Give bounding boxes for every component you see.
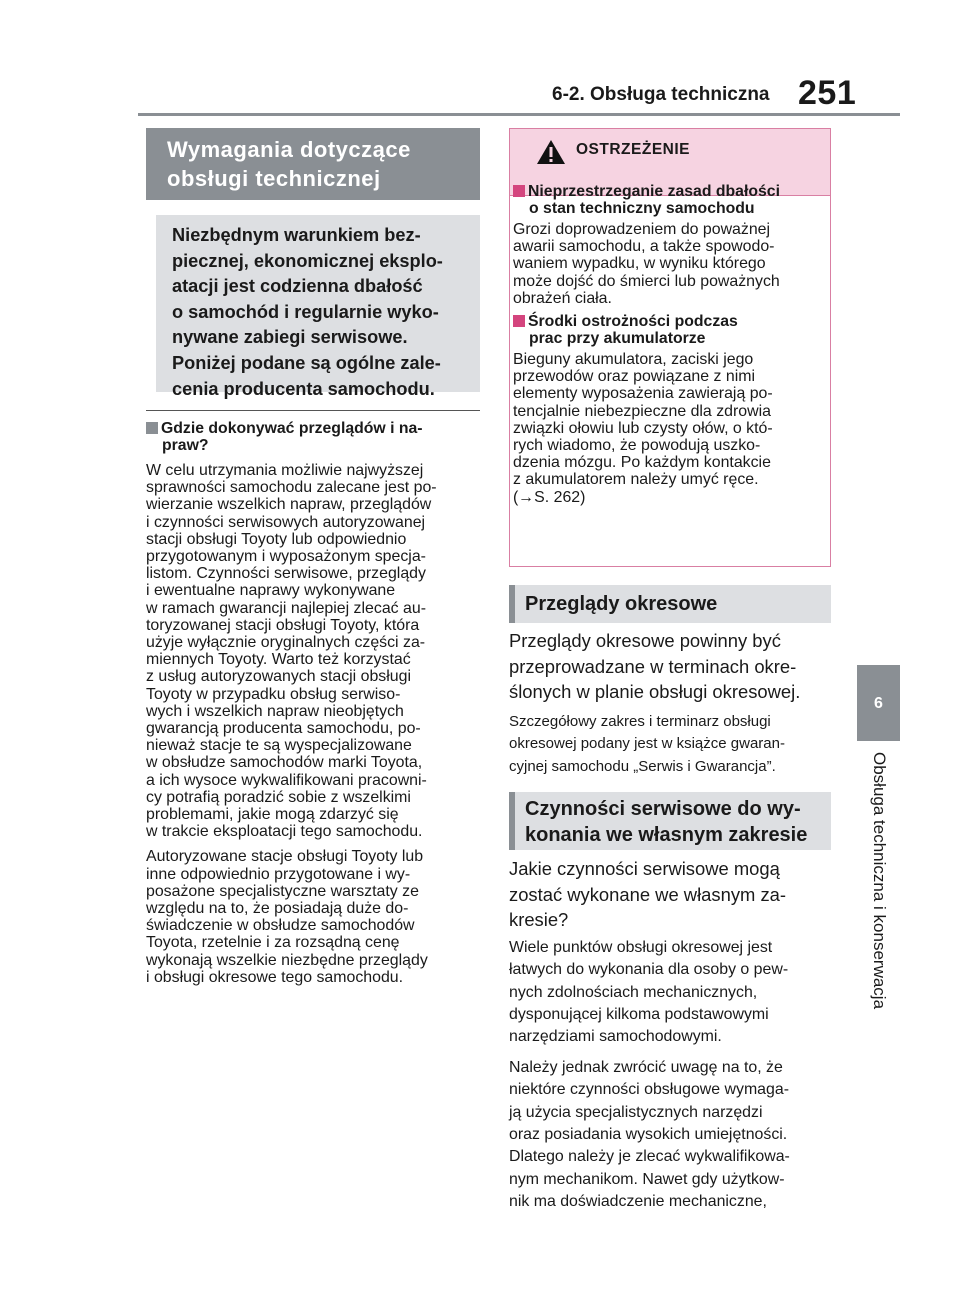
intro-line: cenia producenta samochodu. bbox=[172, 378, 435, 399]
text-line: wykonają wszelkie niezbędne przeglądy bbox=[146, 951, 428, 969]
warning-title: OSTRZEŻENIE bbox=[576, 141, 691, 158]
subheading-line: o stan techniczny samochodu bbox=[529, 200, 755, 217]
text-line: Jakie czynności serwisowe mogą bbox=[509, 858, 780, 879]
text-line: i ewentualne naprawy wykonywane bbox=[146, 582, 396, 600]
text-line: W celu utrzymania możliwie najwyższej bbox=[146, 462, 424, 479]
text-line: kresie? bbox=[509, 909, 569, 931]
text-line: w ramach gwarancji najlepiej zlecać au- bbox=[146, 599, 426, 617]
text-line: cy potrafią poradzić sobie z wszelkimi bbox=[146, 788, 411, 806]
subheading-line: Gdzie dokonywać przeglądów i na- bbox=[161, 420, 423, 437]
text-line: sprawności samochodu zalecane jest po- bbox=[146, 479, 437, 497]
warning-subheading bbox=[513, 313, 818, 347]
text-line: przeprowadzane w terminach okre- bbox=[509, 655, 797, 677]
heading-line: Wymagania dotyczące bbox=[167, 137, 411, 162]
section-heading-periodic: Przeglądy okresowe bbox=[509, 585, 831, 623]
paragraph bbox=[513, 221, 818, 307]
text-line: gwarancją producenta samochodu, po- bbox=[146, 720, 421, 738]
intro-line: Niezbędnym warunkiem bez- bbox=[172, 225, 421, 245]
page-reference-link[interactable]: (→S. 262) bbox=[513, 488, 586, 506]
text-line: posażone specjalistyczne warsztaty ze bbox=[146, 882, 419, 900]
text-line: toryzowanej stacji obsługi Toyoty, która bbox=[146, 616, 420, 634]
square-bullet-icon bbox=[146, 422, 158, 434]
text-line: świadczenie w obsłudze samochodów bbox=[146, 917, 415, 935]
text-line: Toyoty w przypadku obsług serwiso- bbox=[146, 685, 401, 703]
subheading-where-service bbox=[146, 420, 480, 454]
text-line: związki ołowiu lub czysty ołów, o któ- bbox=[513, 419, 773, 437]
header-rule bbox=[138, 113, 900, 116]
intro-line: nywane zabiegi serwisowe. bbox=[172, 327, 408, 348]
text-line: Wiele punktów obsługi okresowej jest bbox=[509, 938, 773, 956]
subheading-line: praw? bbox=[162, 437, 209, 454]
section1-body bbox=[509, 628, 831, 778]
text-line: problemami, jakie mogą zdarzyć się bbox=[146, 806, 399, 824]
chapter-tab bbox=[857, 665, 900, 741]
text-line: listom. Czynności serwisowe, przeglądy bbox=[146, 565, 426, 583]
text-line: przygotowanym i wyposażonym specja- bbox=[146, 548, 426, 566]
text-line: przewodów oraz powiązane z nimi bbox=[513, 368, 756, 386]
text-line: użyje wyłącznie oryginalnych części za- bbox=[146, 634, 426, 652]
paragraph bbox=[509, 937, 831, 1049]
lead-paragraph bbox=[509, 628, 831, 705]
text-line: ślonych w planie obsługi okresowej. bbox=[509, 681, 801, 703]
subheading-line: Środki ostrożności podczas bbox=[528, 313, 738, 331]
text-line: z usług autoryzowanych stacji obsługi bbox=[146, 668, 411, 686]
chapter-side-label: Obsługa techniczna i konserwacja bbox=[870, 752, 889, 1010]
section-heading-diy-service bbox=[509, 792, 831, 850]
intro-line: Poniżej podane są ogólne zale- bbox=[172, 352, 441, 373]
text-line: Grozi doprowadzeniem do poważnej bbox=[513, 221, 771, 238]
subheading-line: prac przy akumulatorze bbox=[529, 330, 706, 348]
square-bullet-icon bbox=[513, 315, 525, 327]
paragraph bbox=[509, 711, 831, 778]
left-column bbox=[146, 420, 480, 986]
text-line: wych i wszelkich napraw nieobjętych bbox=[146, 702, 404, 720]
text-line: tencjalnie niebezpieczne dla zdrowia bbox=[513, 402, 771, 420]
intro-line: piecznej, ekonomicznej eksplo- bbox=[172, 250, 443, 271]
text-line: elementy wyposażenia zawierają po- bbox=[513, 385, 773, 403]
text-line: Bieguny akumulatora, zaciski jego bbox=[513, 351, 754, 369]
text-line: łatwych do wykonania dla osoby o pew- bbox=[509, 961, 789, 979]
text-line: stacji obsługi Toyoty lub odpowiednio bbox=[146, 530, 407, 548]
text-line: może dojść do śmierci lub poważnych bbox=[513, 272, 780, 290]
text-line: ją użycia specjalistycznych narzędzi bbox=[509, 1103, 763, 1121]
text-line: i obsługi okresowe tego samochodu. bbox=[146, 968, 404, 986]
lead-paragraph bbox=[509, 856, 831, 933]
paragraph bbox=[509, 1057, 831, 1214]
section2-body bbox=[509, 856, 831, 1214]
heading-line: konania we własnym zakresie bbox=[525, 824, 808, 846]
intro-box bbox=[156, 215, 480, 399]
text-line: okresowej podany jest w książce gwaran- bbox=[509, 735, 785, 753]
text-line: Autoryzowane stacje obsługi Toyoty lub bbox=[146, 848, 424, 866]
text-line: a ich wysoce wykwalifikowani pracowni- bbox=[146, 771, 427, 789]
heading-line: obsługi technicznej bbox=[167, 166, 381, 191]
warning-box bbox=[509, 128, 831, 567]
warning-triangle-icon bbox=[536, 139, 566, 165]
text-line: cyjnej samochodu „Serwis i Gwarancja”. bbox=[509, 757, 776, 775]
text-line: wierzanie wszelkich napraw, przeglądów bbox=[146, 496, 432, 514]
heading-line: Czynności serwisowe do wy- bbox=[525, 798, 801, 820]
paragraph bbox=[146, 848, 480, 986]
text-line: waniem wypadku, w wyniku którego bbox=[513, 255, 766, 273]
page-number: 251 bbox=[798, 74, 857, 112]
text-line: w trakcie eksploatacji tego samochodu. bbox=[146, 823, 423, 841]
text-line: nym mechanikom. Nawet gdy użytkow- bbox=[509, 1170, 785, 1188]
text-line: nych zdolnościach mechanicznych, bbox=[509, 983, 758, 1001]
section-heading-requirements bbox=[146, 128, 480, 200]
text-line: narzędziami samochodowymi. bbox=[509, 1028, 722, 1046]
text-line: nieważ stacje te są wyspecjalizowane bbox=[146, 737, 412, 755]
text-line: dysponującej kilkoma podstawowymi bbox=[509, 1006, 769, 1023]
text-line: względu na to, że posiadają duże do- bbox=[146, 900, 409, 918]
warning-subheading bbox=[513, 183, 818, 217]
text-line: oraz posiadania wysokich umiejętności. bbox=[509, 1126, 788, 1144]
text-line: Należy jednak zwrócić uwagę na to, że bbox=[509, 1058, 783, 1076]
text-line: rych wiadomo, że powodują uszko- bbox=[513, 437, 761, 455]
text-line: miennych Toyoty. Warto też korzystać bbox=[146, 651, 411, 669]
text-line: awarii samochodu, a także spowodo- bbox=[513, 238, 775, 256]
warning-body bbox=[513, 177, 818, 506]
text-line: i czynności serwisowych autoryzowanej bbox=[146, 513, 426, 531]
text-line: dzenia mózgu. Po każdym kontakcie bbox=[513, 454, 771, 472]
text-line: obrażeń ciała. bbox=[513, 289, 612, 307]
paragraph bbox=[146, 462, 480, 840]
text-line: zostać wykonane we własnym za- bbox=[509, 883, 786, 905]
paragraph bbox=[513, 351, 818, 506]
text-line: Przeglądy okresowe powinny być bbox=[509, 630, 781, 651]
text-line: Szczegółowy zakres i terminarz obsługi bbox=[509, 712, 771, 730]
divider bbox=[146, 410, 480, 411]
running-header-section: 6-2. Obsługa techniczna bbox=[552, 84, 770, 105]
square-bullet-icon bbox=[513, 185, 525, 197]
text-line: niektóre czynności obsługowe wymaga- bbox=[509, 1081, 789, 1099]
text-line: z akumulatorem należy umyć ręce. bbox=[513, 471, 759, 489]
text-line: Toyota, rzetelnie i za rozsądną cenę bbox=[146, 934, 400, 952]
intro-line: atacji jest codzienna dbałość bbox=[172, 276, 423, 297]
intro-line: o samochód i regularnie wyko- bbox=[172, 301, 439, 322]
text-line: nik ma doświadczenie mechaniczne, bbox=[509, 1193, 767, 1211]
text-line: w obsłudze samochodów marki Toyota, bbox=[146, 754, 423, 772]
chapter-tab-number: 6 bbox=[874, 695, 883, 712]
subheading-line: Nieprzestrzeganie zasad dbałości bbox=[528, 183, 780, 200]
text-line: Dlatego należy je zlecać wykwalifikowa- bbox=[509, 1148, 790, 1166]
text-line: inne odpowiednio przygotowane i wy- bbox=[146, 865, 411, 883]
